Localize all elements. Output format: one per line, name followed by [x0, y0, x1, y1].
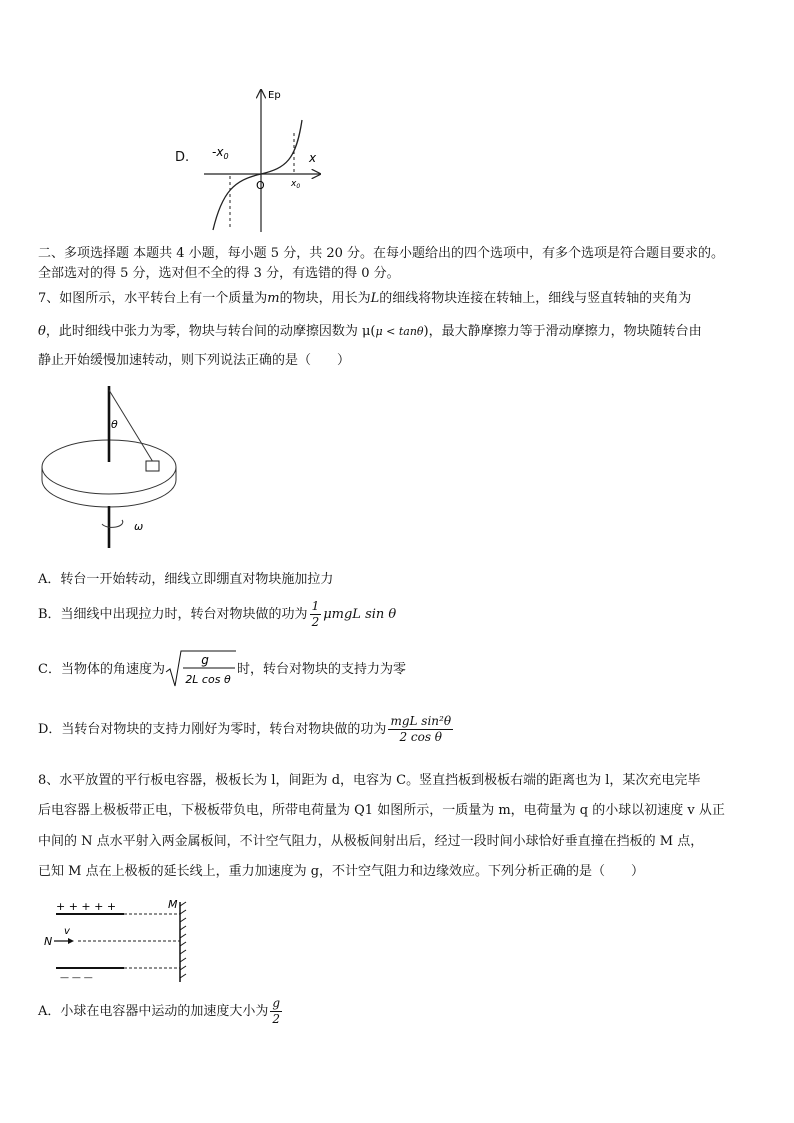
plus-charges: + + + + + [56, 900, 117, 913]
energy-graph [170, 84, 330, 236]
section2-line1: 二、多项选择题 本题共 4 小题，每小题 5 分，共 20 分。在每小题给出的四个选项中，有多个选项是符合题目要求的。 [38, 246, 725, 261]
q7-option-c: C．当物体的角速度为 g 2L cos θ 时，转台对物块的支持力为零 [38, 648, 406, 691]
q8-stem-line3: 中间的 N 点水平射入两金属板间，不计空气阻力，从极板间射出后，经过一段时间小球恰好垂直撞在挡板的 M 点， [38, 834, 704, 849]
svg-text:x0: $x_0$ [291, 179, 301, 190]
q8-stem-line1: 8、水平放置的平行板电容器，极板长为 l，间距为 d，电容为 C。竖直挡板到极板右端的距离也为 l，某次充电完毕 [38, 773, 701, 788]
theta-label: θ [111, 418, 118, 431]
omega-label: ω [134, 520, 144, 533]
q8-stem-line4: 已知 M 点在上极板的延长线上，重力加速度为 g，不计空气阻力和边缘效应。下列分析正确的是（ ） [38, 864, 645, 879]
turntable-figure [40, 384, 178, 550]
q7-option-b: B．当细线中出现拉力时，转台对物块做的功为 $\frac{1}{2}$ μmgL sin θ [38, 599, 397, 629]
q7-stem-line3: 静止开始缓慢加速转动，则下列说法正确的是（ ） [38, 353, 351, 368]
point-m-label: M [168, 898, 178, 911]
q7-stem-line2: θ，此时细线中张力为零，物块与转台间的动摩擦因数为 μ(μ < tanθ)，最大静摩擦力等于滑动摩擦力，物块随转台由 [38, 324, 702, 339]
q7-option-a: A．转台一开始转动，细线立即绷直对物块施加拉力 [38, 572, 334, 587]
section2-line2: 全部选对的得 5 分，选对但不全的得 3 分，有选错的得 0 分。 [38, 266, 400, 281]
svg-text:-x0: $-x_0$ [212, 145, 229, 161]
point-n-label: N [44, 935, 53, 948]
q8-stem-line2: 后电容器上极板带正电，下极板带负电，所带电荷量为 Q1 如图所示，一质量为 m，电荷量为 q 的小球以初速度 v 从正 [38, 803, 725, 818]
q7-option-d: D．当转台对物块的支持力刚好为零时，转台对物块做的功为 $\frac{\text{mgL sin²θ}}{\text{2 cos θ}}$ [38, 714, 452, 744]
x-axis-label: x [309, 151, 317, 165]
omega-arrow [102, 520, 123, 527]
option-d-label: D. [175, 150, 190, 165]
option-d-graph [170, 84, 330, 236]
capacitor-figure [40, 896, 200, 986]
velocity-label: v [64, 926, 70, 937]
minus-charges: — — — [60, 973, 93, 983]
y-axis-label: Ep [268, 90, 281, 101]
svg-text:2L cos θ: 2L cos θ [185, 673, 231, 686]
q8-option-a: A．小球在电容器中运动的加速度大小为 $\frac{g}{2}$ [38, 996, 281, 1026]
neg-x0-label: -x [212, 145, 224, 159]
pos-x0-label: x [291, 179, 297, 189]
block [146, 461, 159, 471]
origin-label: O [256, 179, 265, 192]
sqrt-expression [165, 648, 237, 691]
q7-stem-line1: 7、如图所示，水平转台上有一个质量为m的物块，用长为L的细线将物块连接在转轴上，细线与竖直转轴的夹角为 [38, 291, 692, 306]
svg-text:g: g [201, 653, 209, 667]
ep-curve [213, 120, 302, 230]
